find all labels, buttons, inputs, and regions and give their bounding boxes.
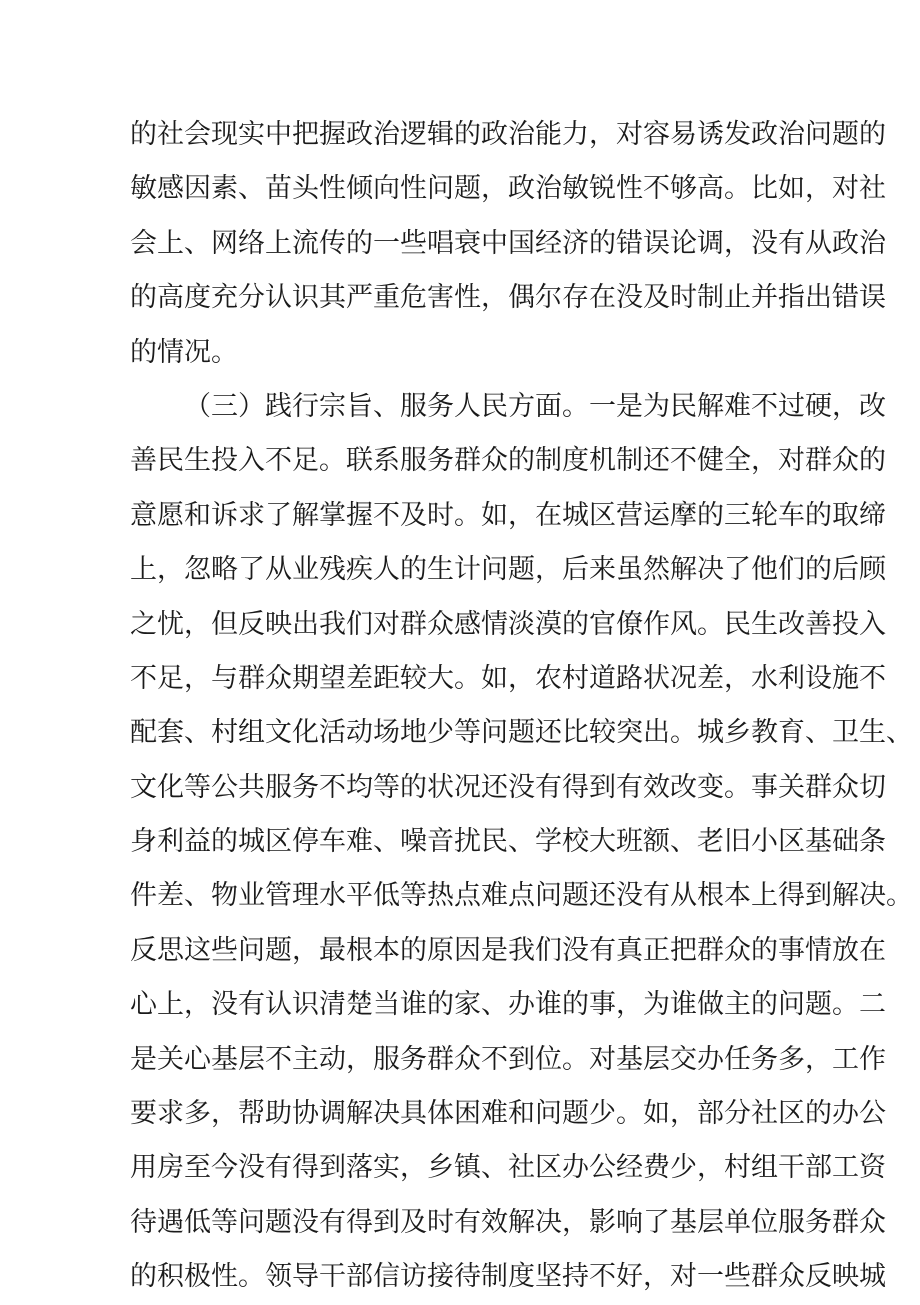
text-line: 用房至今没有得到落实，乡镇、社区办公经费少，村组干部工资 <box>130 1152 886 1184</box>
section-heading-line: （三）践行宗旨、服务人民方面。一是为民解难不过硬，改 <box>184 390 886 422</box>
text-line: 上，忽略了从业残疾人的生计问题，后来虽然解决了他们的后顾 <box>130 554 886 586</box>
body-text <box>130 108 913 1305</box>
text-line: 意愿和诉求了解掌握不及时。如，在城区营运摩的三轮车的取缔 <box>130 499 886 531</box>
text-line: 件差、物业管理水平低等热点难点问题还没有从根本上得到解决。 <box>130 880 913 912</box>
text-line: 不足，与群众期望差距较大。如，农村道路状况差，水利设施不 <box>130 662 886 694</box>
text-line: 心上，没有认识清楚当谁的家、办谁的事，为谁做主的问题。二 <box>130 989 886 1021</box>
text-line: 的高度充分认识其严重危害性，偶尔存在没及时制止并指出错误 <box>130 282 886 314</box>
text-line: 要求多，帮助协调解决具体困难和问题少。如，部分社区的办公 <box>130 1098 886 1130</box>
text-line: 文化等公共服务不均等的状况还没有得到有效改变。事关群众切 <box>130 771 886 803</box>
text-line: 的社会现实中把握政治逻辑的政治能力，对容易诱发政治问题的 <box>130 119 886 150</box>
text-line: 之忧，但反映出我们对群众感情淡漠的官僚作风。民生改善投入 <box>130 608 886 640</box>
text-line: 的积极性。领导干部信访接待制度坚持不好，对一些群众反映城 <box>130 1261 886 1293</box>
text-line: 身利益的城区停车难、噪音扰民、学校大班额、老旧小区基础条 <box>130 826 886 858</box>
text-line: 反思这些问题，最根本的原因是我们没有真正把群众的事情放在 <box>130 934 886 966</box>
text-line: 善民生投入不足。联系服务群众的制度机制还不健全，对群众的 <box>130 445 886 477</box>
text-line: 会上、网络上流传的一些唱衰中国经济的错误论调，没有从政治 <box>130 227 886 259</box>
text-line: 敏感因素、苗头性倾向性问题，政治敏锐性不够高。比如，对社 <box>130 173 886 205</box>
text-line: 配套、村组文化活动场地少等问题还比较突出。城乡教育、卫生、 <box>130 717 913 749</box>
text-line: 的情况。 <box>130 336 238 368</box>
text-line: 是关心基层不主动，服务群众不到位。对基层交办任务多，工作 <box>130 1043 886 1075</box>
text-line: 待遇低等问题没有得到及时有效解决，影响了基层单位服务群众 <box>130 1206 886 1238</box>
